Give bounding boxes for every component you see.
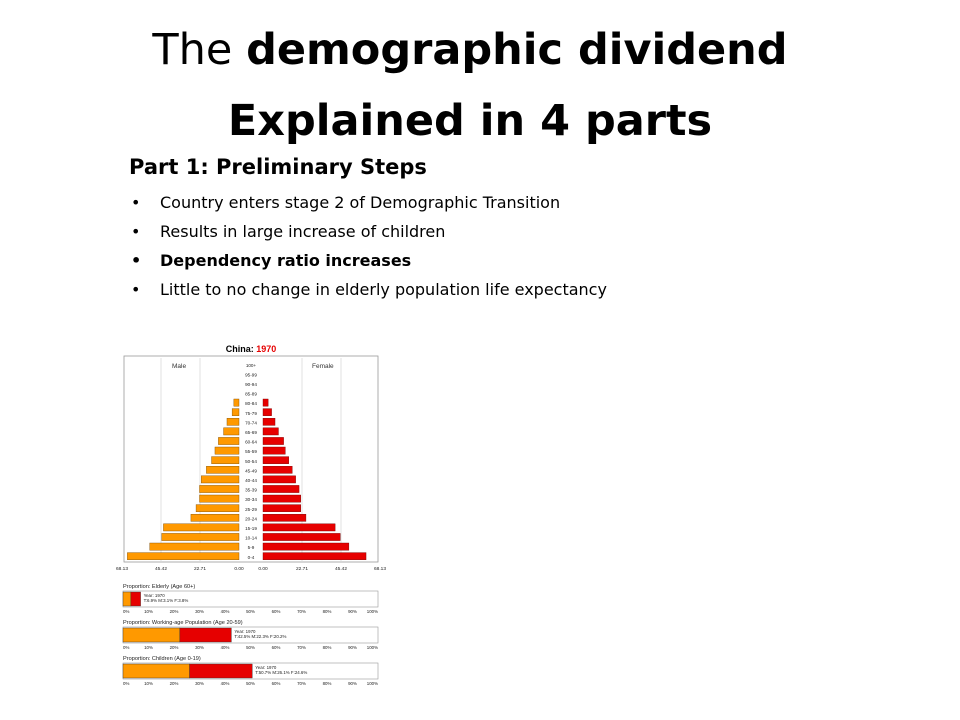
x-tick-label: 45.42 bbox=[334, 567, 348, 572]
proportion-x-tick: 20% bbox=[169, 609, 179, 614]
proportion-segment bbox=[190, 664, 253, 678]
female-bar bbox=[263, 514, 306, 521]
female-bar bbox=[263, 399, 268, 406]
part-heading: Part 1: Preliminary Steps bbox=[129, 155, 427, 179]
age-group-label: 10-14 bbox=[245, 535, 257, 541]
proportion-x-tick: 70% bbox=[297, 609, 306, 614]
male-label: Male bbox=[172, 363, 187, 370]
proportion-x-tick: 90% bbox=[348, 645, 357, 650]
proportion-x-tick: 70% bbox=[297, 681, 306, 686]
female-bar bbox=[263, 543, 349, 550]
male-bar bbox=[201, 476, 239, 483]
bullet-item bbox=[131, 248, 607, 277]
age-group-label: 90-94 bbox=[245, 382, 257, 387]
bullet-text: Little to no change in elderly population life expectancy bbox=[160, 280, 607, 299]
title-emphasis: demographic dividend bbox=[246, 25, 788, 75]
male-bar bbox=[224, 428, 239, 435]
proportion-x-tick: 0% bbox=[123, 609, 130, 614]
proportion-values: T:6.9% M:3.1% F:3.8% bbox=[143, 598, 189, 603]
proportion-x-tick: 100% bbox=[366, 609, 378, 614]
proportion-x-tick: 50% bbox=[246, 609, 255, 614]
female-bar bbox=[263, 485, 299, 492]
female-bar bbox=[263, 524, 335, 531]
proportion-chart bbox=[123, 620, 378, 650]
population-pyramid-chart bbox=[115, 338, 387, 572]
proportion-x-tick: 90% bbox=[348, 609, 357, 614]
male-bar bbox=[191, 514, 239, 521]
proportion-x-tick: 10% bbox=[144, 681, 153, 686]
female-bar bbox=[263, 447, 285, 454]
female-bar bbox=[263, 553, 366, 560]
bullet-text: Dependency ratio increases bbox=[160, 251, 412, 270]
male-bar bbox=[215, 447, 239, 454]
proportion-charts bbox=[120, 580, 382, 690]
age-group-label: 45-49 bbox=[245, 468, 257, 474]
age-group-label: 95-99 bbox=[245, 372, 257, 378]
proportion-x-tick: 10% bbox=[144, 645, 153, 650]
bullet-text: Results in large increase of children bbox=[160, 222, 446, 241]
proportion-values: T:50.7% M:26.1% F:24.6% bbox=[255, 670, 308, 675]
female-bar bbox=[263, 437, 284, 444]
age-group-label: 15-19 bbox=[245, 526, 257, 531]
male-bar bbox=[200, 485, 239, 492]
age-group-label: 55-59 bbox=[245, 449, 257, 455]
proportion-x-tick: 100% bbox=[366, 681, 378, 686]
proportion-x-tick: 70% bbox=[297, 645, 306, 650]
x-tick-label: 68.13 bbox=[115, 567, 129, 572]
title-prefix: The bbox=[152, 25, 233, 75]
male-bar bbox=[150, 543, 239, 550]
female-label: Female bbox=[312, 363, 334, 370]
age-group-label: 80-84 bbox=[245, 401, 257, 407]
proportion-x-tick: 0% bbox=[123, 681, 130, 686]
bullet-text: Country enters stage 2 of Demographic Transition bbox=[160, 193, 561, 212]
age-group-label: 75-79 bbox=[245, 410, 257, 416]
proportion-x-tick: 30% bbox=[195, 645, 204, 650]
female-bar bbox=[263, 457, 289, 464]
proportion-segment bbox=[123, 592, 131, 606]
proportion-x-tick: 100% bbox=[366, 645, 378, 650]
proportion-x-tick: 80% bbox=[322, 681, 332, 686]
x-tick-label: 68.13 bbox=[373, 567, 387, 572]
proportion-x-tick: 20% bbox=[169, 681, 179, 686]
proportion-segment bbox=[123, 664, 190, 678]
proportion-year: Year: 1970 bbox=[255, 665, 277, 670]
proportion-segment bbox=[131, 592, 141, 606]
age-group-label: 5-9 bbox=[247, 545, 255, 551]
age-group-label: 85-89 bbox=[245, 391, 257, 397]
proportion-title: Proportion: Working-age Population (Age 20-59) bbox=[123, 620, 243, 626]
pyramid-title: China: 1970 bbox=[225, 344, 277, 354]
proportion-x-tick: 20% bbox=[169, 645, 179, 650]
age-group-label: 70-74 bbox=[245, 420, 257, 426]
bullet-item bbox=[131, 190, 607, 219]
proportion-x-tick: 40% bbox=[220, 609, 230, 614]
female-bar bbox=[263, 428, 278, 435]
proportion-x-tick: 80% bbox=[322, 645, 332, 650]
proportion-year: Year: 1970 bbox=[143, 593, 165, 598]
age-group-label: 0-4 bbox=[247, 554, 255, 560]
bullet-item bbox=[131, 277, 607, 306]
bullet-dot-icon: • bbox=[131, 251, 142, 270]
male-bar bbox=[234, 399, 239, 406]
male-bar bbox=[218, 437, 239, 444]
male-bar bbox=[200, 495, 239, 502]
age-group-label: 30-34 bbox=[245, 497, 257, 503]
female-bar bbox=[263, 495, 301, 502]
proportion-x-tick: 10% bbox=[144, 609, 153, 614]
female-bar bbox=[263, 533, 340, 540]
male-bar bbox=[163, 524, 239, 531]
age-group-label: 35-39 bbox=[245, 487, 257, 493]
slide-title-line1 bbox=[0, 24, 940, 76]
proportion-title: Proportion: Children (Age 0-19) bbox=[123, 656, 201, 662]
proportion-chart bbox=[123, 656, 378, 686]
age-group-label: 100+ bbox=[245, 362, 257, 368]
male-bar bbox=[212, 457, 239, 464]
slide-title-line2: Explained in 4 parts bbox=[227, 96, 713, 146]
bullet-item bbox=[131, 219, 607, 248]
proportion-year: Year: 1970 bbox=[234, 629, 256, 634]
male-bar bbox=[232, 409, 239, 416]
proportion-x-tick: 80% bbox=[322, 609, 332, 614]
proportion-x-tick: 60% bbox=[271, 609, 281, 614]
proportion-x-tick: 40% bbox=[220, 645, 230, 650]
pyramid-age-labels bbox=[245, 363, 257, 560]
male-bar bbox=[127, 553, 239, 560]
proportion-x-tick: 0% bbox=[123, 645, 130, 650]
male-bar bbox=[196, 505, 239, 512]
bullet-dot-icon: • bbox=[131, 222, 141, 241]
proportion-x-tick: 60% bbox=[271, 645, 281, 650]
bullet-dot-icon: • bbox=[131, 280, 141, 299]
proportion-segment bbox=[123, 628, 180, 642]
bullet-list bbox=[131, 190, 607, 306]
proportion-x-tick: 40% bbox=[220, 681, 230, 686]
proportion-x-tick: 60% bbox=[271, 681, 281, 686]
female-bar bbox=[263, 505, 301, 512]
age-group-label: 60-64 bbox=[245, 439, 257, 445]
female-bar bbox=[263, 418, 275, 425]
male-bar bbox=[162, 533, 239, 540]
proportion-title: Proportion: Elderly (Age 60+) bbox=[123, 584, 196, 590]
age-group-label: 65-69 bbox=[245, 430, 257, 435]
pyramid-x-ticks bbox=[116, 566, 386, 572]
x-tick-label: 45.42 bbox=[154, 567, 168, 572]
x-tick-label: 22.71 bbox=[193, 567, 207, 572]
female-bar bbox=[263, 409, 272, 416]
female-bar bbox=[263, 466, 292, 473]
male-bar bbox=[227, 418, 239, 425]
x-tick-label: 0.00 bbox=[234, 567, 244, 572]
x-tick-label: 22.71 bbox=[295, 567, 309, 572]
male-bar bbox=[206, 466, 239, 473]
age-group-label: 40-44 bbox=[245, 478, 257, 483]
age-group-label: 25-29 bbox=[245, 506, 257, 512]
proportion-x-tick: 30% bbox=[195, 681, 204, 686]
age-group-label: 20-24 bbox=[245, 516, 257, 522]
bullet-dot-icon: • bbox=[131, 193, 141, 212]
proportion-values: T:42.5% M:22.3% F:20.2% bbox=[234, 634, 287, 639]
age-group-label: 50-54 bbox=[245, 458, 257, 464]
proportion-segment bbox=[180, 628, 232, 642]
proportion-x-tick: 50% bbox=[246, 681, 255, 686]
proportion-chart bbox=[123, 584, 378, 614]
female-bar bbox=[263, 476, 296, 483]
proportion-x-tick: 50% bbox=[246, 645, 255, 650]
proportion-x-tick: 90% bbox=[348, 681, 357, 686]
x-tick-label: 0.00 bbox=[258, 567, 268, 572]
proportion-x-tick: 30% bbox=[195, 609, 204, 614]
